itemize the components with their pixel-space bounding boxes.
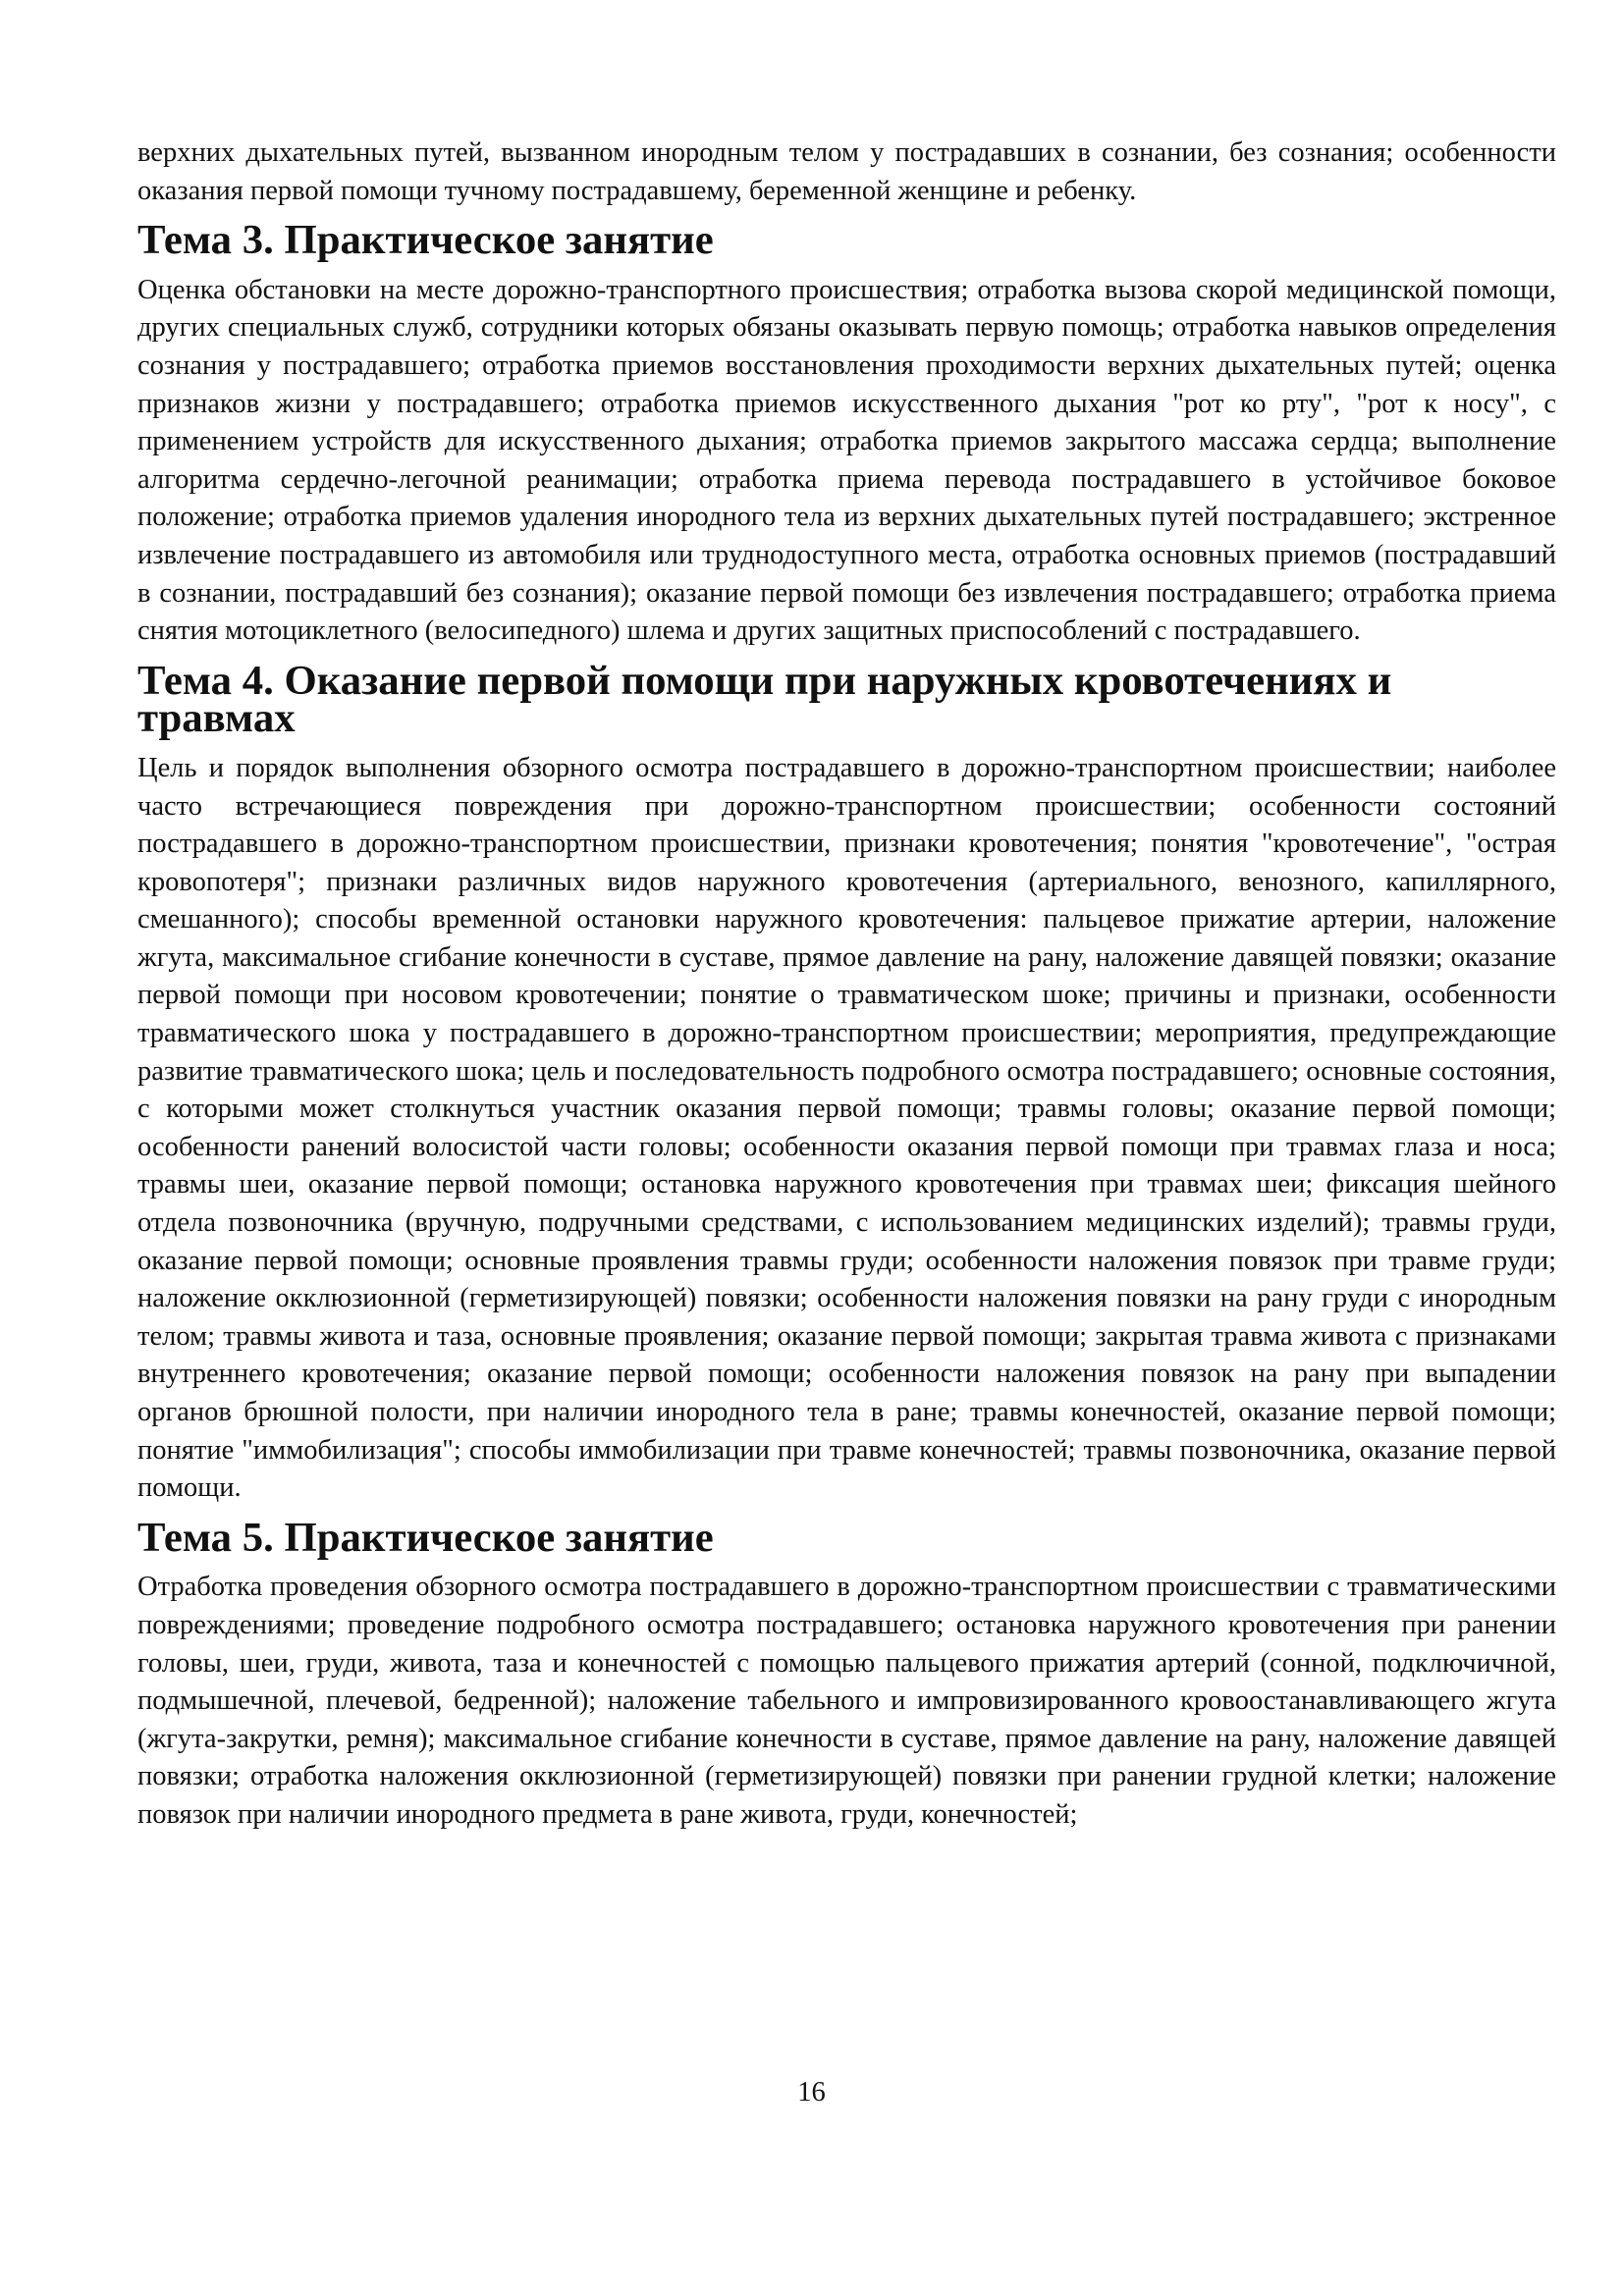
document-page [137, 134, 1556, 1835]
heading-topic-4: Тема 4. Оказание первой помощи при наружных кровотечениях и травмах [137, 657, 1392, 742]
heading-topic-5: Тема 5. Практическое занятие [137, 1514, 714, 1561]
page-number: 16 [797, 2077, 826, 2108]
paragraph-topic-3: Оценка обстановки на месте дорожно-транспортного происшествия; отработка вызова скорой медицинской помощи, других специальных служб, сотрудники которых обязаны оказывать первую помощь; отработка навыков определения сознания у пострадавшего; отработка приемов восстановления проходимости верхних дыхательных путей; оценка признаков жизни у пострадавшего; отработка приемов искусственного дыхания "рот ко рту", "рот к носу", с применением устройств для искусственного дыхания; отработка приемов закрытого массажа сердца; выполнение алгоритма сердечно-легочной реанимации; отработка приема перевода пострадавшего в устойчивое боковое положение; отработка приемов удаления инородного тела из верхних дыхательных путей пострадавшего; экстренное извлечение пострадавшего из автомобиля или труднодоступного места, отработка основных приемов (пострадавший в сознании, пострадавший без сознания); оказание первой помощи без извлечения пострадавшего; отработка приема снятия мотоциклетного (велосипедного) шлема и других защитных приспособлений с пострадавшего. [137, 274, 1556, 647]
paragraph-topic-5: Отработка проведения обзорного осмотра пострадавшего в дорожно-транспортном происшествии с травматическими повреждениями; проведение подробного осмотра пострадавшего; остановка наружного кровотечения при ранении головы, шеи, груди, живота, таза и конечностей с помощью пальцевого прижатия артерий (сонной, подключичной, подмышечной, плечевой, бедренной); наложение табельного и импровизированного кровоостанавливающего жгута (жгута-закрутки, ремня); максимальное сгибание конечности в суставе, прямое давление на рану, наложение давящей повязки; отработка наложения окклюзионной (герметизирующей) повязки при ранении грудной клетки; наложение повязок при наличии инородного предмета в ране живота, груди, конечностей; [137, 1572, 1556, 1830]
paragraph-topic-4: Цель и порядок выполнения обзорного осмотра пострадавшего в дорожно-транспортном происшествии; наиболее часто встречающиеся повреждения при дорожно-транспортном происшествии; особенности состояний пострадавшего в дорожно-транспортном происшествии, признаки кровотечения; понятия "кровотечение", "острая кровопотеря"; признаки различных видов наружного кровотечения (артериального, венозного, капиллярного, смешанного); способы временной остановки наружного кровотечения: пальцевое прижатие артерии, наложение жгута, максимальное сгибание конечности в суставе, прямое давление на рану, наложение давящей повязки; оказание первой помощи при носовом кровотечении; понятие о травматическом шоке; причины и признаки, особенности травматического шока у пострадавшего в дорожно-транспортном происшествии; мероприятия, предупреждающие развитие травматического шока; цель и последовательность подробного осмотра пострадавшего; основные состояния, с которыми может столкнуться участник оказания первой помощи; травмы головы; оказание первой помощи; особенности ранений волосистой части головы; особенности оказания первой помощи при травмах глаза и носа; травмы шеи, оказание первой помощи; остановка наружного кровотечения при травмах шеи; фиксация шейного отдела позвоночника (вручную, подручными средствами, с использованием медицинских изделий); травмы груди, оказание первой помощи; основные проявления травмы груди; особенности наложения повязок при травме груди; наложение окклюзионной (герметизирующей) повязки; особенности наложения повязки на рану груди с инородным телом; травмы живота и таза, основные проявления; оказание первой помощи; закрытая травма живота с признаками внутреннего кровотечения; оказание первой помощи; особенности наложения повязок на рану при выпадении органов брюшной полости, при наличии инородного тела в ране; травмы конечностей, оказание первой помощи; понятие "иммобилизация"; способы иммобилизации при травме конечностей; травмы позвоночника, оказание первой помощи. [137, 752, 1556, 1504]
paragraph-continuation: верхних дыхательных путей, вызванном инородным телом у пострадавших в сознании, без сознания; особенности оказания первой помощи тучному пострадавшему, беременной женщине и ребенку. [137, 137, 1556, 206]
heading-topic-3: Тема 3. Практическое занятие [137, 217, 714, 264]
